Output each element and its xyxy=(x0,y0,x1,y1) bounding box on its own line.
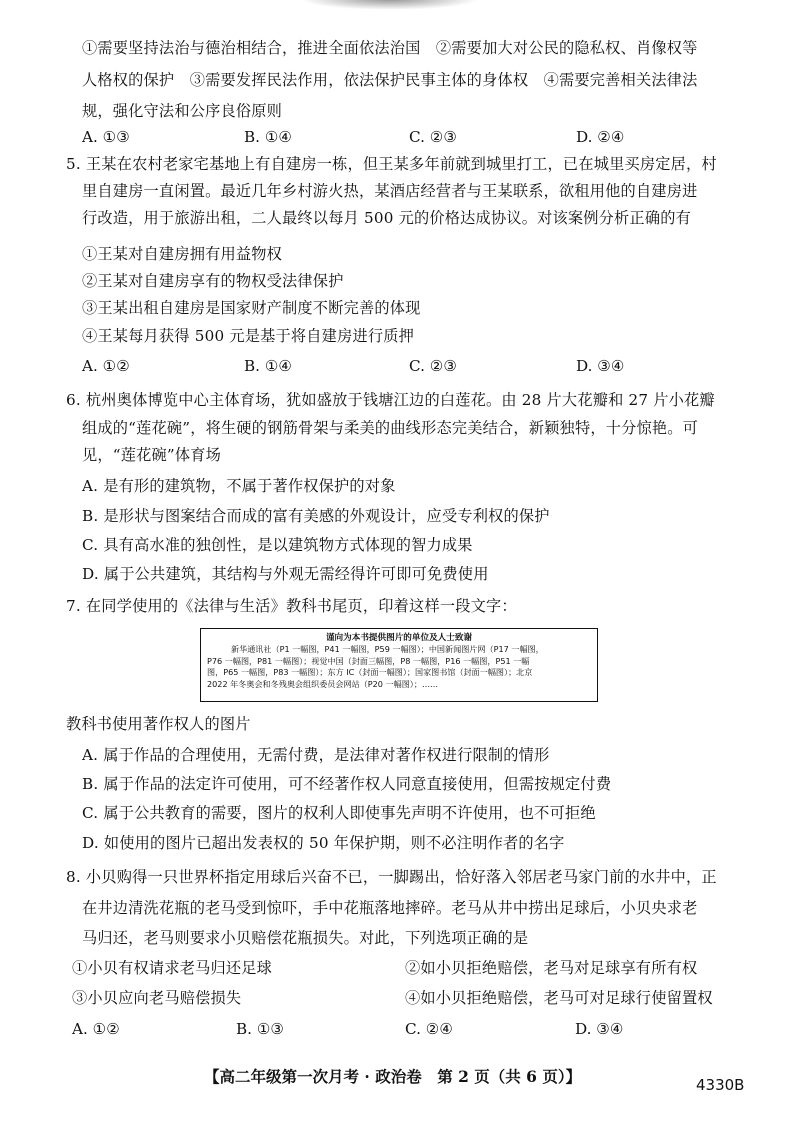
q5-option-b[interactable]: B. ①④ xyxy=(244,357,293,375)
q7-option-c[interactable]: C. 属于公共教育的需要，图片的权利人即使事先声明不许使用，也不可拒绝 xyxy=(82,804,596,822)
q4-line-2: 人格权的保护 ③需要发挥民法作用，依法保护民事主体的身体权 ④需要完善相关法律法 xyxy=(82,71,698,89)
q7-option-d[interactable]: D. 如使用的图片已超出发表权的 50 年保护期，则不必注明作者的名字 xyxy=(82,834,565,852)
exam-code: 4330B xyxy=(696,1076,745,1094)
q4-line-3: 规，强化守法和公序良俗原则 xyxy=(82,102,283,120)
acknowledgement-line-1: 新华通讯社（P1 一幅图，P41 一幅图，P59 一幅图）；中国新闻图片网（P17 一幅图， xyxy=(231,644,544,654)
q7-option-b[interactable]: B. 属于作品的法定许可使用，可不经著作权人同意直接使用，但需按规定付费 xyxy=(82,775,612,793)
q5-line-1: 5. 王某在农村老家宅基地上有自建房一栋，但王某多年前就到城里打工，已在城里买房定居，村 xyxy=(66,155,717,173)
q8-option-b[interactable]: B. ①③ xyxy=(236,1020,285,1038)
q6-line-2: 组成的“莲花碗”，将生硬的钢筋骨架与柔美的曲线形态完美结合，新颖独特，十分惊艳。可 xyxy=(82,419,699,437)
q8-line-3: 马归还，老马则要求小贝赔偿花瓶损失。对此，下列选项正确的是 xyxy=(82,929,529,947)
acknowledgement-box xyxy=(200,628,598,702)
q6-line-3: 见，“莲花碗”体育场 xyxy=(82,446,222,464)
q5-option-d[interactable]: D. ③④ xyxy=(576,357,625,375)
q6-line-1: 6. 杭州奥体博览中心主体育场，犹如盛放于钱塘江边的白莲花。由 28 片大花瓣和 27 片小花瓣 xyxy=(66,391,715,409)
q8-option-c[interactable]: C. ②④ xyxy=(405,1020,453,1038)
q6-option-b[interactable]: B. 是形状与图案结合而成的富有美感的外观设计，应受专利权的保护 xyxy=(82,507,550,525)
q8-statement-3: ③小贝应向老马赔偿损失 xyxy=(72,989,242,1007)
q7-stem: 教科书使用著作权人的图片 xyxy=(66,715,251,733)
q5-line-3: 行改造，用于旅游出租，二人最终以每月 500 元的价格达成协议。对该案例分析正确的有 xyxy=(82,209,691,227)
q8-statement-4: ④如小贝拒绝赔偿，老马可对足球行使留置权 xyxy=(405,989,713,1007)
q5-statement-3: ③王某出租自建房是国家财产制度不断完善的体现 xyxy=(82,299,421,317)
q5-statement-1: ①王某对自建房拥有用益物权 xyxy=(82,245,283,263)
q8-line-2: 在井边清洗花瓶的老马受到惊吓，手中花瓶落地摔碎。老马从井中捞出足球后，小贝央求老 xyxy=(82,899,698,917)
q7-option-a[interactable]: A. 属于作品的合理使用，无需付费，是法律对著作权进行限制的情形 xyxy=(82,746,550,764)
q8-line-1: 8. 小贝购得一只世界杯指定用球后兴奋不已，一脚踢出，恰好落入邻居老马家门前的水井中，正 xyxy=(66,868,717,886)
q5-option-a[interactable]: A. ①② xyxy=(82,357,130,375)
q5-statement-2: ②王某对自建房享有的物权受法律保护 xyxy=(82,272,344,290)
q4-option-a[interactable]: A. ①③ xyxy=(82,128,130,146)
q4-option-c[interactable]: C. ②③ xyxy=(409,128,457,146)
q7-line-1: 7. 在同学使用的《法律与生活》教科书尾页，印着这样一段文字： xyxy=(66,597,517,615)
q4-line-1: ①需要坚持法治与德治相结合，推进全面依法治国 ②需要加大对公民的隐私权、肖像权等 xyxy=(82,39,698,57)
q8-statement-1: ①小贝有权请求老马归还足球 xyxy=(72,959,273,977)
acknowledgement-line-4: 2022 年冬奥会和冬残奥会组织委员会网站（P20 一幅图）；…… xyxy=(207,678,439,689)
q5-option-c[interactable]: C. ②③ xyxy=(409,357,457,375)
q4-option-b[interactable]: B. ①④ xyxy=(244,128,293,146)
q8-option-a[interactable]: A. ①② xyxy=(72,1020,120,1038)
q8-statement-2: ②如小贝拒绝赔偿，老马对足球享有所有权 xyxy=(405,959,698,977)
q6-option-d[interactable]: D. 属于公共建筑，其结构与外观无需经得许可即可免费使用 xyxy=(82,565,489,583)
acknowledgement-line-2: P76 一幅图，P81 一幅图）；视觉中国（封面三幅图，P8 一幅图，P16 一幅图，P51 一幅 xyxy=(207,655,530,666)
page-footer: 【高二年级第一次月考 · 政治卷 第 2 页（共 6 页）】 xyxy=(204,1067,582,1086)
q8-option-d[interactable]: D. ③④ xyxy=(575,1020,624,1038)
q5-line-2: 里自建房一直闲置。最近几年乡村游火热，某酒店经营者与王某联系，欲租用他的自建房进 xyxy=(82,182,698,200)
q5-statement-4: ④王某每月获得 500 元是基于将自建房进行质押 xyxy=(82,327,415,345)
q4-option-d[interactable]: D. ②④ xyxy=(576,128,625,146)
q6-option-a[interactable]: A. 是有形的建筑物，不属于著作权保护的对象 xyxy=(82,477,396,495)
acknowledgement-title: 谨向为本书提供图片的单位及人士致谢 xyxy=(325,633,473,643)
acknowledgement-line-3: 图，P65 一幅图，P83 一幅图）；东方 IC（封面一幅图）；国家图书馆（封面一幅图）；北京 xyxy=(207,667,533,677)
q6-option-c[interactable]: C. 具有高水准的独创性，是以建筑物方式体现的智力成果 xyxy=(82,536,473,554)
